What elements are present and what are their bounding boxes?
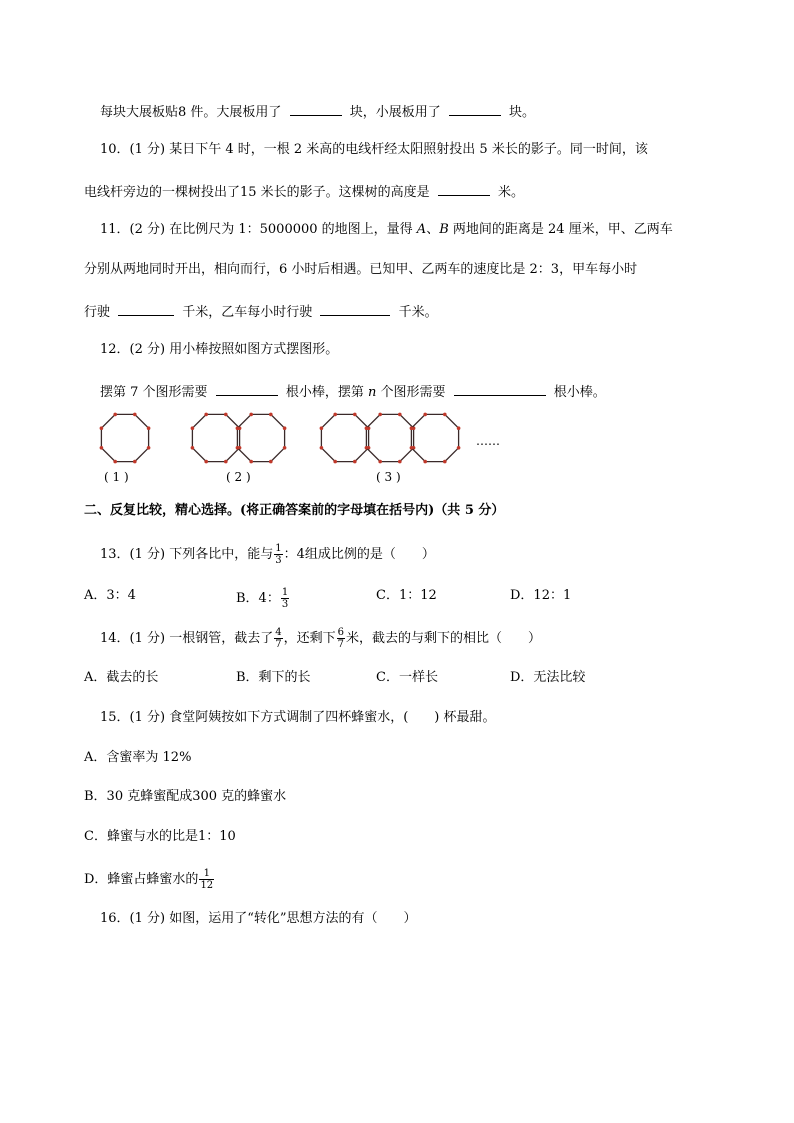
q15-option-d-text: D．蜂蜜占蜂蜜水的: [84, 872, 199, 887]
vertex-dot: [133, 413, 137, 417]
vertex-dot: [191, 446, 195, 450]
q9-num-8: 8: [178, 105, 187, 120]
q9-text-d: 块。: [509, 105, 536, 120]
vertex-dot: [333, 413, 337, 417]
vertex-dot: [410, 426, 414, 430]
vertex-dot: [320, 446, 324, 450]
vertex-dot: [443, 460, 447, 464]
q12-line1: 12．(2 分) 用小棒按照如图方式摆图形。: [100, 342, 339, 357]
q16-stem: 16．(1 分) 如图，运用了“转化”思想方法的有（ ）: [100, 911, 417, 926]
q11-line1-text-a: 11．(2 分) 在比例尺为 1：5000000 的地图上，量得: [100, 222, 413, 237]
q12-line2-text-b: 根小棒，摆第: [285, 385, 364, 400]
vertex-dot: [423, 413, 427, 417]
vertex-dot: [457, 426, 461, 430]
q12-line2-text-c: 个图形需要: [380, 385, 446, 400]
q10-line1: 10．(1 分) 某日下午 4 时，一根 2 米高的电线杆经太阳照射投出 5 米长的影子。同一时间，该: [100, 142, 648, 157]
octagon-1-1: [101, 414, 148, 461]
q14-stem: [100, 627, 541, 650]
octagon-3-2: [366, 414, 413, 461]
q13-fraction: [274, 543, 282, 566]
q11-line2: 分别从两地同时开出，相向而行，6 小时后相遇。已知甲、乙两车的速度比是 2：3，甲车每小时: [84, 262, 638, 277]
q11-var-a: A: [416, 222, 427, 237]
q9-text-c: 块，小展板用了: [349, 105, 441, 120]
q12-line2-text-d: 根小棒。: [553, 385, 606, 400]
q13-opt-b-den: 3: [281, 599, 289, 610]
vertex-dot: [100, 446, 104, 450]
q13-option-b[interactable]: [236, 587, 290, 610]
vertex-dot: [410, 446, 414, 450]
vertex-dot: [236, 446, 240, 450]
vertex-dot: [365, 446, 369, 450]
vertex-dot: [224, 460, 228, 464]
q12-caption-1: ( 1 ): [104, 470, 129, 484]
q14-f1-num: 4: [275, 627, 282, 638]
q14-option-d[interactable]: D．无法比较: [510, 670, 586, 685]
q13-option-d[interactable]: D．12：1: [510, 588, 572, 603]
vertex-dot: [249, 460, 253, 464]
q13-option-b-fraction: [281, 587, 289, 610]
vertex-dot: [365, 426, 369, 430]
vertex-dot: [398, 413, 402, 417]
vertex-dot: [283, 426, 287, 430]
q14-stem-b: ，还剩下: [283, 631, 336, 646]
q13-frac-den: 3: [275, 555, 282, 566]
vertex-dot: [443, 413, 447, 417]
vertex-dot: [333, 460, 337, 464]
vertex-dot: [457, 446, 461, 450]
q14-option-b[interactable]: B．剩下的长: [236, 670, 311, 685]
q15-opt-d-num: 1: [199, 868, 214, 880]
vertex-dot: [353, 413, 357, 417]
vertex-dot: [320, 426, 324, 430]
q14-fraction-1: [274, 627, 282, 650]
q11-line3-text-a: 行驶: [84, 305, 111, 320]
vertex-dot: [423, 460, 427, 464]
q14-option-c[interactable]: C．一样长: [376, 670, 438, 685]
q12-caption-2: ( 2 ): [226, 470, 251, 484]
section-2-heading: 二、反复比较，精心选择。(将正确答案前的字母填在括号内)（共 5 分）: [84, 503, 505, 518]
octagon-3-3: [411, 414, 458, 461]
vertex-dot: [353, 460, 357, 464]
q11-var-b: B: [439, 222, 449, 237]
q14-f2-num: 6: [337, 627, 344, 638]
vertex-dot: [100, 426, 104, 430]
vertex-dot: [204, 413, 208, 417]
q13-option-c[interactable]: C．1：12: [376, 588, 437, 603]
q14-f1-den: 7: [275, 639, 282, 650]
q10-line2-text: 电线杆旁边的一棵树投出了15 米长的影子。这棵树的高度是: [84, 185, 430, 200]
q13-stem-a: 13．(1 分) 下列各比中，能与: [100, 547, 274, 562]
octagon-2-2: [237, 414, 284, 461]
q14-fraction-2: [337, 627, 345, 650]
q15-option-a[interactable]: A．含蜜率为 12%: [84, 750, 192, 765]
q15-option-b[interactable]: B．30 克蜂蜜配成300 克的蜂蜜水: [84, 789, 287, 804]
vertex-dot: [113, 460, 117, 464]
q15-stem: 15．(1 分) 食堂阿姨按如下方式调制了四杯蜂蜜水，( ) 杯最甜。: [100, 710, 496, 725]
vertex-dot: [133, 460, 137, 464]
vertex-dot: [398, 460, 402, 464]
vertex-dot: [378, 460, 382, 464]
q9-text-b: 件。大展板用了: [186, 105, 282, 120]
q12-line2-text-a: 摆第 7 个图形需要: [100, 385, 208, 400]
vertex-dot: [147, 426, 151, 430]
q13-frac-num: 1: [275, 543, 282, 554]
q14-stem-a: 14．(1 分) 一根钢管，截去了: [100, 631, 274, 646]
q14-stem-c: 米，截去的与剩下的相比（ ）: [346, 631, 542, 646]
vertex-dot: [204, 460, 208, 464]
q13-stem-b: ：4组成比例的是（ ）: [283, 547, 435, 562]
q12-caption-3: ( 3 ): [376, 470, 401, 484]
q15-option-c[interactable]: C．蜂蜜与水的比是1：10: [84, 829, 236, 844]
q12-ellipsis: ……: [476, 434, 500, 448]
q11-line3-text-b: 千米，乙车每小时行驶: [182, 305, 313, 320]
vertex-dot: [283, 446, 287, 450]
vertex-dot: [224, 413, 228, 417]
vertex-dot: [147, 446, 151, 450]
q15-option-d[interactable]: [84, 868, 215, 891]
vertex-dot: [236, 426, 240, 430]
vertex-dot: [249, 413, 253, 417]
q13-opt-b-num: 1: [281, 587, 289, 598]
vertex-dot: [113, 413, 117, 417]
octagon-3-1: [321, 414, 368, 461]
octagon-2-1: [192, 414, 239, 461]
vertex-dot: [191, 426, 195, 430]
vertex-dot: [269, 460, 273, 464]
q14-option-a[interactable]: A．截去的长: [84, 670, 159, 685]
q14-f2-den: 7: [337, 639, 344, 650]
q11-line3-text-c: 千米。: [398, 305, 438, 320]
octagon-group: [100, 413, 461, 464]
q11-line1-text-b: 两地间的距离是 24 厘米，甲、乙两车: [448, 222, 673, 237]
q13-stem: [100, 543, 435, 566]
q12-var-n: n: [367, 385, 377, 400]
q15-option-d-fraction: [199, 868, 214, 891]
q11-sep: 、: [426, 222, 440, 237]
q15-opt-d-den: 12: [200, 880, 214, 891]
vertex-dot: [269, 413, 273, 417]
q10-line2-unit: 米。: [497, 185, 524, 200]
q13-option-a[interactable]: A．3：4: [84, 588, 136, 603]
q9-text-a: 每块大展板贴: [100, 105, 179, 120]
q13-option-b-text: B．4：: [236, 591, 280, 606]
vertex-dot: [378, 413, 382, 417]
